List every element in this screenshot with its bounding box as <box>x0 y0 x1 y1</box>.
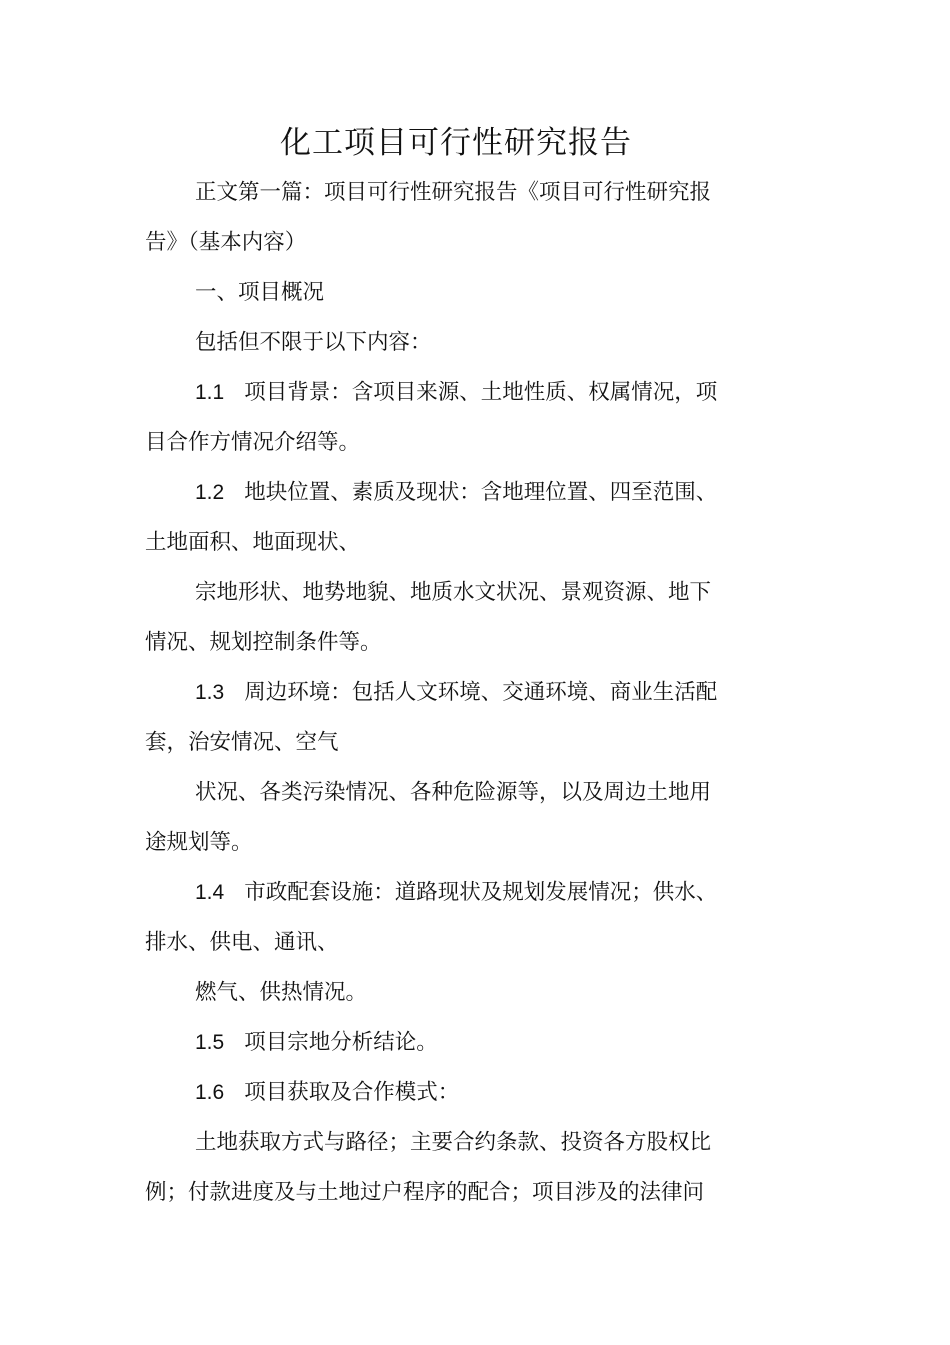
item-text: 项目背景：含项目来源、土地性质、权属情况，项 <box>244 380 718 405</box>
paragraph-line: 正文第一篇：项目可行性研究报告《项目可行性研究报 <box>195 180 712 205</box>
numbered-item <box>145 868 757 968</box>
item-number: 1.1 <box>195 381 225 404</box>
section-heading <box>145 268 757 318</box>
item-number: 1.5 <box>195 1031 225 1054</box>
item-number: 1.3 <box>195 681 225 704</box>
document-body <box>145 168 757 1218</box>
paragraph-line <box>145 868 757 918</box>
paragraph-line: 宗地形状、地势地貌、地质水文状况、景观资源、地下 <box>195 580 712 605</box>
paragraph-line: 燃气、供热情况。 <box>195 980 368 1005</box>
item-number: 1.4 <box>195 881 225 904</box>
paragraph-line: 情况、规划控制条件等。 <box>145 630 382 655</box>
item-text: 项目获取及合作模式： <box>244 1080 460 1105</box>
paragraph-line: 途规划等。 <box>145 830 253 855</box>
paragraph-line: 一、项目概况 <box>195 280 325 305</box>
paragraph-line <box>145 368 757 418</box>
paragraph-line: 包括但不限于以下内容： <box>195 330 432 355</box>
item-text: 地块位置、素质及现状：含地理位置、四至范围、 <box>244 480 718 505</box>
paragraph <box>145 968 757 1018</box>
numbered-item <box>145 468 757 568</box>
item-text: 项目宗地分析结论。 <box>244 1030 438 1055</box>
paragraph-line: 例；付款进度及与土地过户程序的配合；项目涉及的法律问 <box>145 1180 705 1205</box>
paragraph-line: 排水、供电、通讯、 <box>145 930 339 955</box>
item-text: 周边环境：包括人文环境、交通环境、商业生活配 <box>244 680 718 705</box>
paragraph-line: 土地面积、地面现状、 <box>145 530 361 555</box>
paragraph-line: 告》（基本内容） <box>145 230 307 255</box>
paragraph-line: 目合作方情况介绍等。 <box>145 430 361 455</box>
numbered-item <box>145 1068 757 1118</box>
paragraph <box>145 768 757 868</box>
numbered-item <box>145 1018 757 1068</box>
paragraph-line: 状况、各类污染情况、各种危险源等，以及周边土地用 <box>195 780 712 805</box>
document-title: 化工项目可行性研究报告 <box>280 125 632 161</box>
paragraph-line <box>145 668 757 718</box>
paragraph-line: 套，治安情况、空气 <box>145 730 339 755</box>
paragraph-line: 土地获取方式与路径；主要合约条款、投资各方股权比 <box>195 1130 712 1155</box>
numbered-item <box>145 668 757 768</box>
paragraph-line <box>145 1068 757 1118</box>
item-number: 1.2 <box>195 481 225 504</box>
paragraph <box>145 1118 757 1218</box>
paragraph <box>145 568 757 668</box>
paragraph-line <box>145 1018 757 1068</box>
item-number: 1.6 <box>195 1081 225 1104</box>
paragraph <box>145 318 757 368</box>
numbered-item <box>145 368 757 468</box>
item-text: 市政配套设施：道路现状及规划发展情况；供水、 <box>244 880 718 905</box>
paragraph-line <box>145 468 757 518</box>
paragraph <box>145 168 757 268</box>
